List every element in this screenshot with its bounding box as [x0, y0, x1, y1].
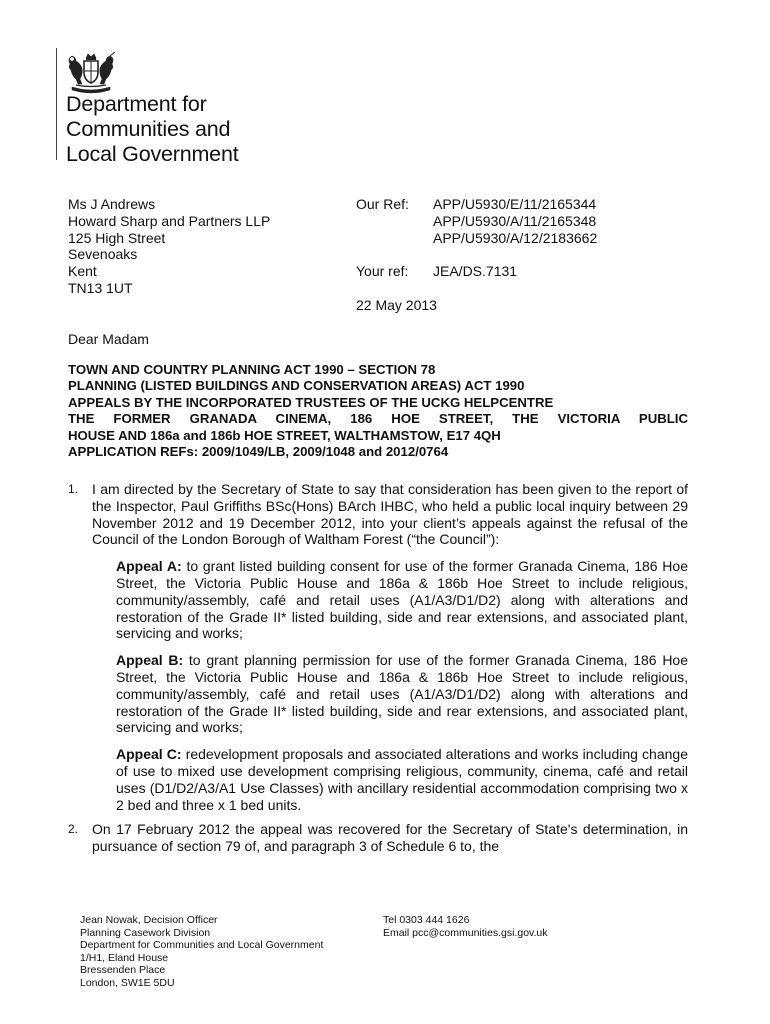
appeal-a-text: to grant listed building consent for use of the former Granada Cinema, 186 Hoe Street, the Victoria Public House and 186a & 186b Hoe Street to include religious, community/assembly, café and retail uses (A1/A3/D1/D2) along with alterations and restoration of the Grade II* listed building, side and rear extensions, and associated plant, servicing and works; — [116, 558, 688, 642]
footer-email: Email pcc@communities.gsi.gov.uk — [383, 926, 548, 939]
subject-line: PLANNING (LISTED BUILDINGS AND CONSERVATION AREAS) ACT 1990 — [68, 378, 525, 394]
appeal-a-label: Appeal A: — [116, 558, 182, 575]
footer-tel: Tel 0303 444 1626 — [383, 914, 470, 926]
address-line: Sevenoaks — [68, 246, 138, 263]
recipient-address — [68, 196, 270, 297]
letter-body — [68, 481, 688, 855]
our-ref-value: APP/U5930/A/11/2165348 — [433, 212, 597, 229]
footer-line: Bressenden Place — [80, 964, 166, 977]
appeal-c-text: redevelopment proposals and associated alterations and works including change of use to mixed use development comprising religious, community, cinema, café and retail uses (D1/D2/A3/A1 Use Classes) with ancillary residential accommodation comprising two x 2 bed and three x 1 bed units. — [116, 746, 688, 813]
subject-line: TOWN AND COUNTRY PLANNING ACT 1990 – SECTION 78 — [68, 362, 436, 377]
subject-line: THE FORMER GRANADA CINEMA, 186 HOE STREET, THE VICTORIA PUBLIC — [68, 411, 688, 427]
subject-line: APPEALS BY THE INCORPORATED TRUSTEES OF THE UCKG HELPCENTRE — [68, 394, 554, 410]
address-line: TN13 1UT — [68, 279, 133, 296]
subject-heading — [68, 362, 688, 460]
footer-contact-address — [80, 914, 323, 990]
address-line: Howard Sharp and Partners LLP — [68, 212, 271, 229]
your-ref-label: Your ref: — [356, 263, 409, 280]
reference-block — [356, 196, 597, 314]
paragraph-2 — [68, 821, 688, 855]
our-ref-row — [356, 196, 597, 246]
subject-line: APPLICATION REFs: 2009/1049/LB, 2009/1048 and 2012/0764 — [68, 444, 449, 460]
our-ref-values — [433, 196, 597, 246]
footer-line: Jean Nowak, Decision Officer — [80, 914, 218, 926]
paragraph-text: On 17 February 2012 the appeal was recovered for the Secretary of State's determination, in pursuance of section 79 of, and paragraph 3 of Schedule 6 to, the — [92, 821, 688, 855]
appeal-b — [116, 652, 688, 736]
department-line: Communities and — [66, 117, 231, 141]
our-ref-value: APP/U5930/A/12/2183662 — [433, 229, 598, 246]
letterhead-rule — [56, 48, 57, 160]
paragraph-text: I am directed by the Secretary of State to say that consideration has been given to the report of the Inspector, Paul Griffiths BSc(Hons) BArch IHBC, who held a public local inquiry between 29 November 2012 and 19 December 2012, into your client’s appeals against the refusal of the Council of the London Borough of Waltham Forest (“the Council”): — [92, 481, 688, 548]
department-line: Local Government — [66, 142, 239, 166]
footer-line: London, SW1E 5DU — [80, 976, 175, 989]
paragraph-number: 2. — [68, 822, 79, 837]
department-line: Department for — [66, 92, 207, 116]
appeal-c-label: Appeal C: — [116, 746, 182, 763]
our-ref-label: Our Ref: — [356, 196, 409, 212]
salutation: Dear Madam — [68, 331, 149, 347]
department-name — [66, 92, 238, 167]
footer-line: 1/H1, Eland House — [80, 951, 169, 964]
appeal-c — [116, 746, 688, 813]
address-line: Ms J Andrews — [68, 196, 156, 212]
appeal-a — [116, 558, 688, 642]
letter-date: 22 May 2013 — [356, 297, 437, 314]
paragraph-1 — [68, 481, 688, 548]
footer-line: Planning Casework Division — [80, 926, 211, 939]
appeal-b-text: to grant planning permission for use of the former Granada Cinema, 186 Hoe Street, the Victoria Public House and 186a & 186b Hoe Street to include religious, community/assembly, café and retail uses (A1/A3/D1/D2) along with alterations and restoration of the Grade II* listed building, side and rear extensions, and associated plant, servicing and works; — [116, 652, 688, 736]
your-ref-value: JEA/DS.7131 — [433, 263, 518, 280]
appeal-b-label: Appeal B: — [116, 652, 184, 669]
royal-coat-of-arms-icon — [64, 52, 118, 94]
paragraph-number: 1. — [68, 482, 79, 496]
address-line: 125 High Street — [68, 229, 166, 246]
your-ref-row — [356, 263, 597, 280]
address-line: Kent — [68, 263, 97, 280]
footer-contact-details — [383, 914, 548, 939]
subject-line: HOUSE AND 186a and 186b HOE STREET, WALTHAMSTOW, E17 4QH — [68, 427, 501, 443]
footer-line: Department for Communities and Local Government — [80, 939, 324, 952]
our-ref-value: APP/U5930/E/11/2165344 — [433, 196, 597, 212]
